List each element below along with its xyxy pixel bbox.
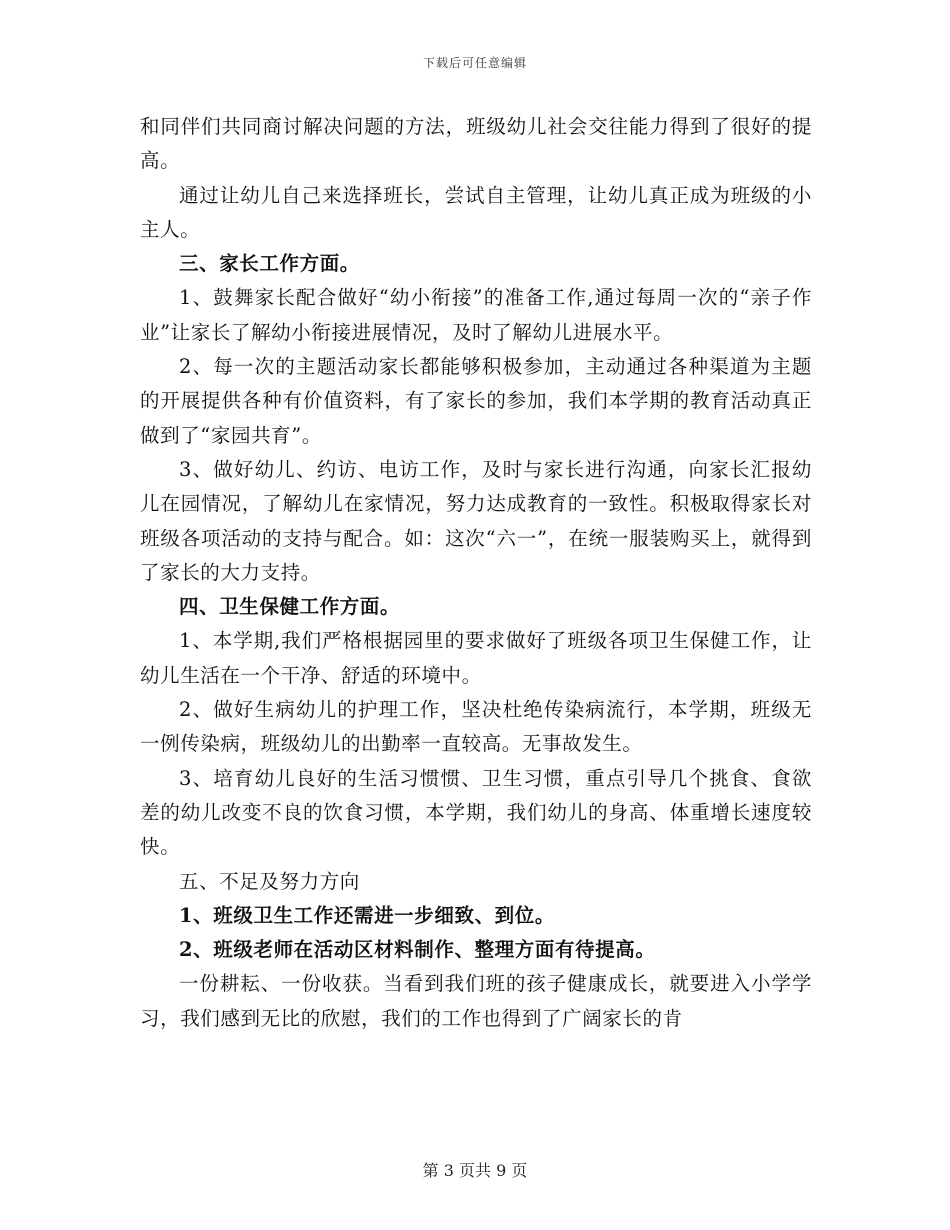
section-heading-shortcomings: 五、不足及努力方向	[179, 869, 360, 893]
document-body	[140, 110, 812, 1036]
paragraph-conclusion: 一份耕耘、一份收获。当看到我们班的孩子健康成长，就要进入小学学习，我们感到无比的欣慰，我们的工作也得到了广阔家长的肯	[140, 972, 812, 1030]
paragraph-health-1: 1、本学期,我们严格根据园里的要求做好了班级各项卫生保健工作，让幼儿生活在一个干净、舒适的环境中。	[140, 629, 812, 687]
paragraph-health-2: 2、做好生病幼儿的护理工作，坚决杜绝传染病流行，本学期，班级无一例传染病，班级幼儿的出勤率一直较高。无事故发生。	[140, 698, 812, 756]
shortcoming-item-2: 2、班级老师在活动区材料制作、整理方面有待提高。	[179, 938, 656, 962]
paragraph-2: 通过让幼儿自己来选择班长，尝试自主管理，让幼儿真正成为班级的小主人。	[140, 183, 812, 241]
paragraph-parents-1: 1、鼓舞家长配合做好“幼小衔接”的准备工作,通过每周一次的“亲子作业”让家长了解幼小衔接进展情况，及时了解幼儿进展水平。	[140, 286, 812, 344]
section-heading-parents: 三、家长工作方面。	[179, 252, 360, 276]
section-heading-health: 四、卫生保健工作方面。	[179, 595, 401, 619]
page-footer: 第 3 页共 9 页	[422, 1161, 528, 1180]
shortcoming-item-1: 1、班级卫生工作还需进一步细致、到位。	[179, 903, 555, 927]
paragraph-parents-3: 3、做好幼儿、约访、电访工作，及时与家长进行沟通，向家长汇报幼儿在园情况，了解幼儿在家情况，努力达成教育的一致性。积极取得家长对班级各项活动的支持与配合。如：这次“六一”，在统一服装购买上，就得到了家长的大力支持。	[140, 457, 812, 584]
paragraph-parents-2: 2、每一次的主题活动家长都能够积极参加，主动通过各种渠道为主题的开展提供各种有价值资料，有了家长的参加，我们本学期的教育活动真正做到了“家园共育”。	[140, 355, 812, 447]
page-header: 下载后可任意编辑	[422, 56, 527, 70]
paragraph-1: 和同伴们共同商讨解决问题的方法，班级幼儿社会交往能力得到了很好的提高。	[140, 115, 812, 173]
paragraph-health-3: 3、培育幼儿良好的生活习惯惯、卫生习惯，重点引导几个挑食、食欲差的幼儿改变不良的饮食习惯，本学期，我们幼儿的身高、体重增长速度较快。	[140, 766, 812, 859]
